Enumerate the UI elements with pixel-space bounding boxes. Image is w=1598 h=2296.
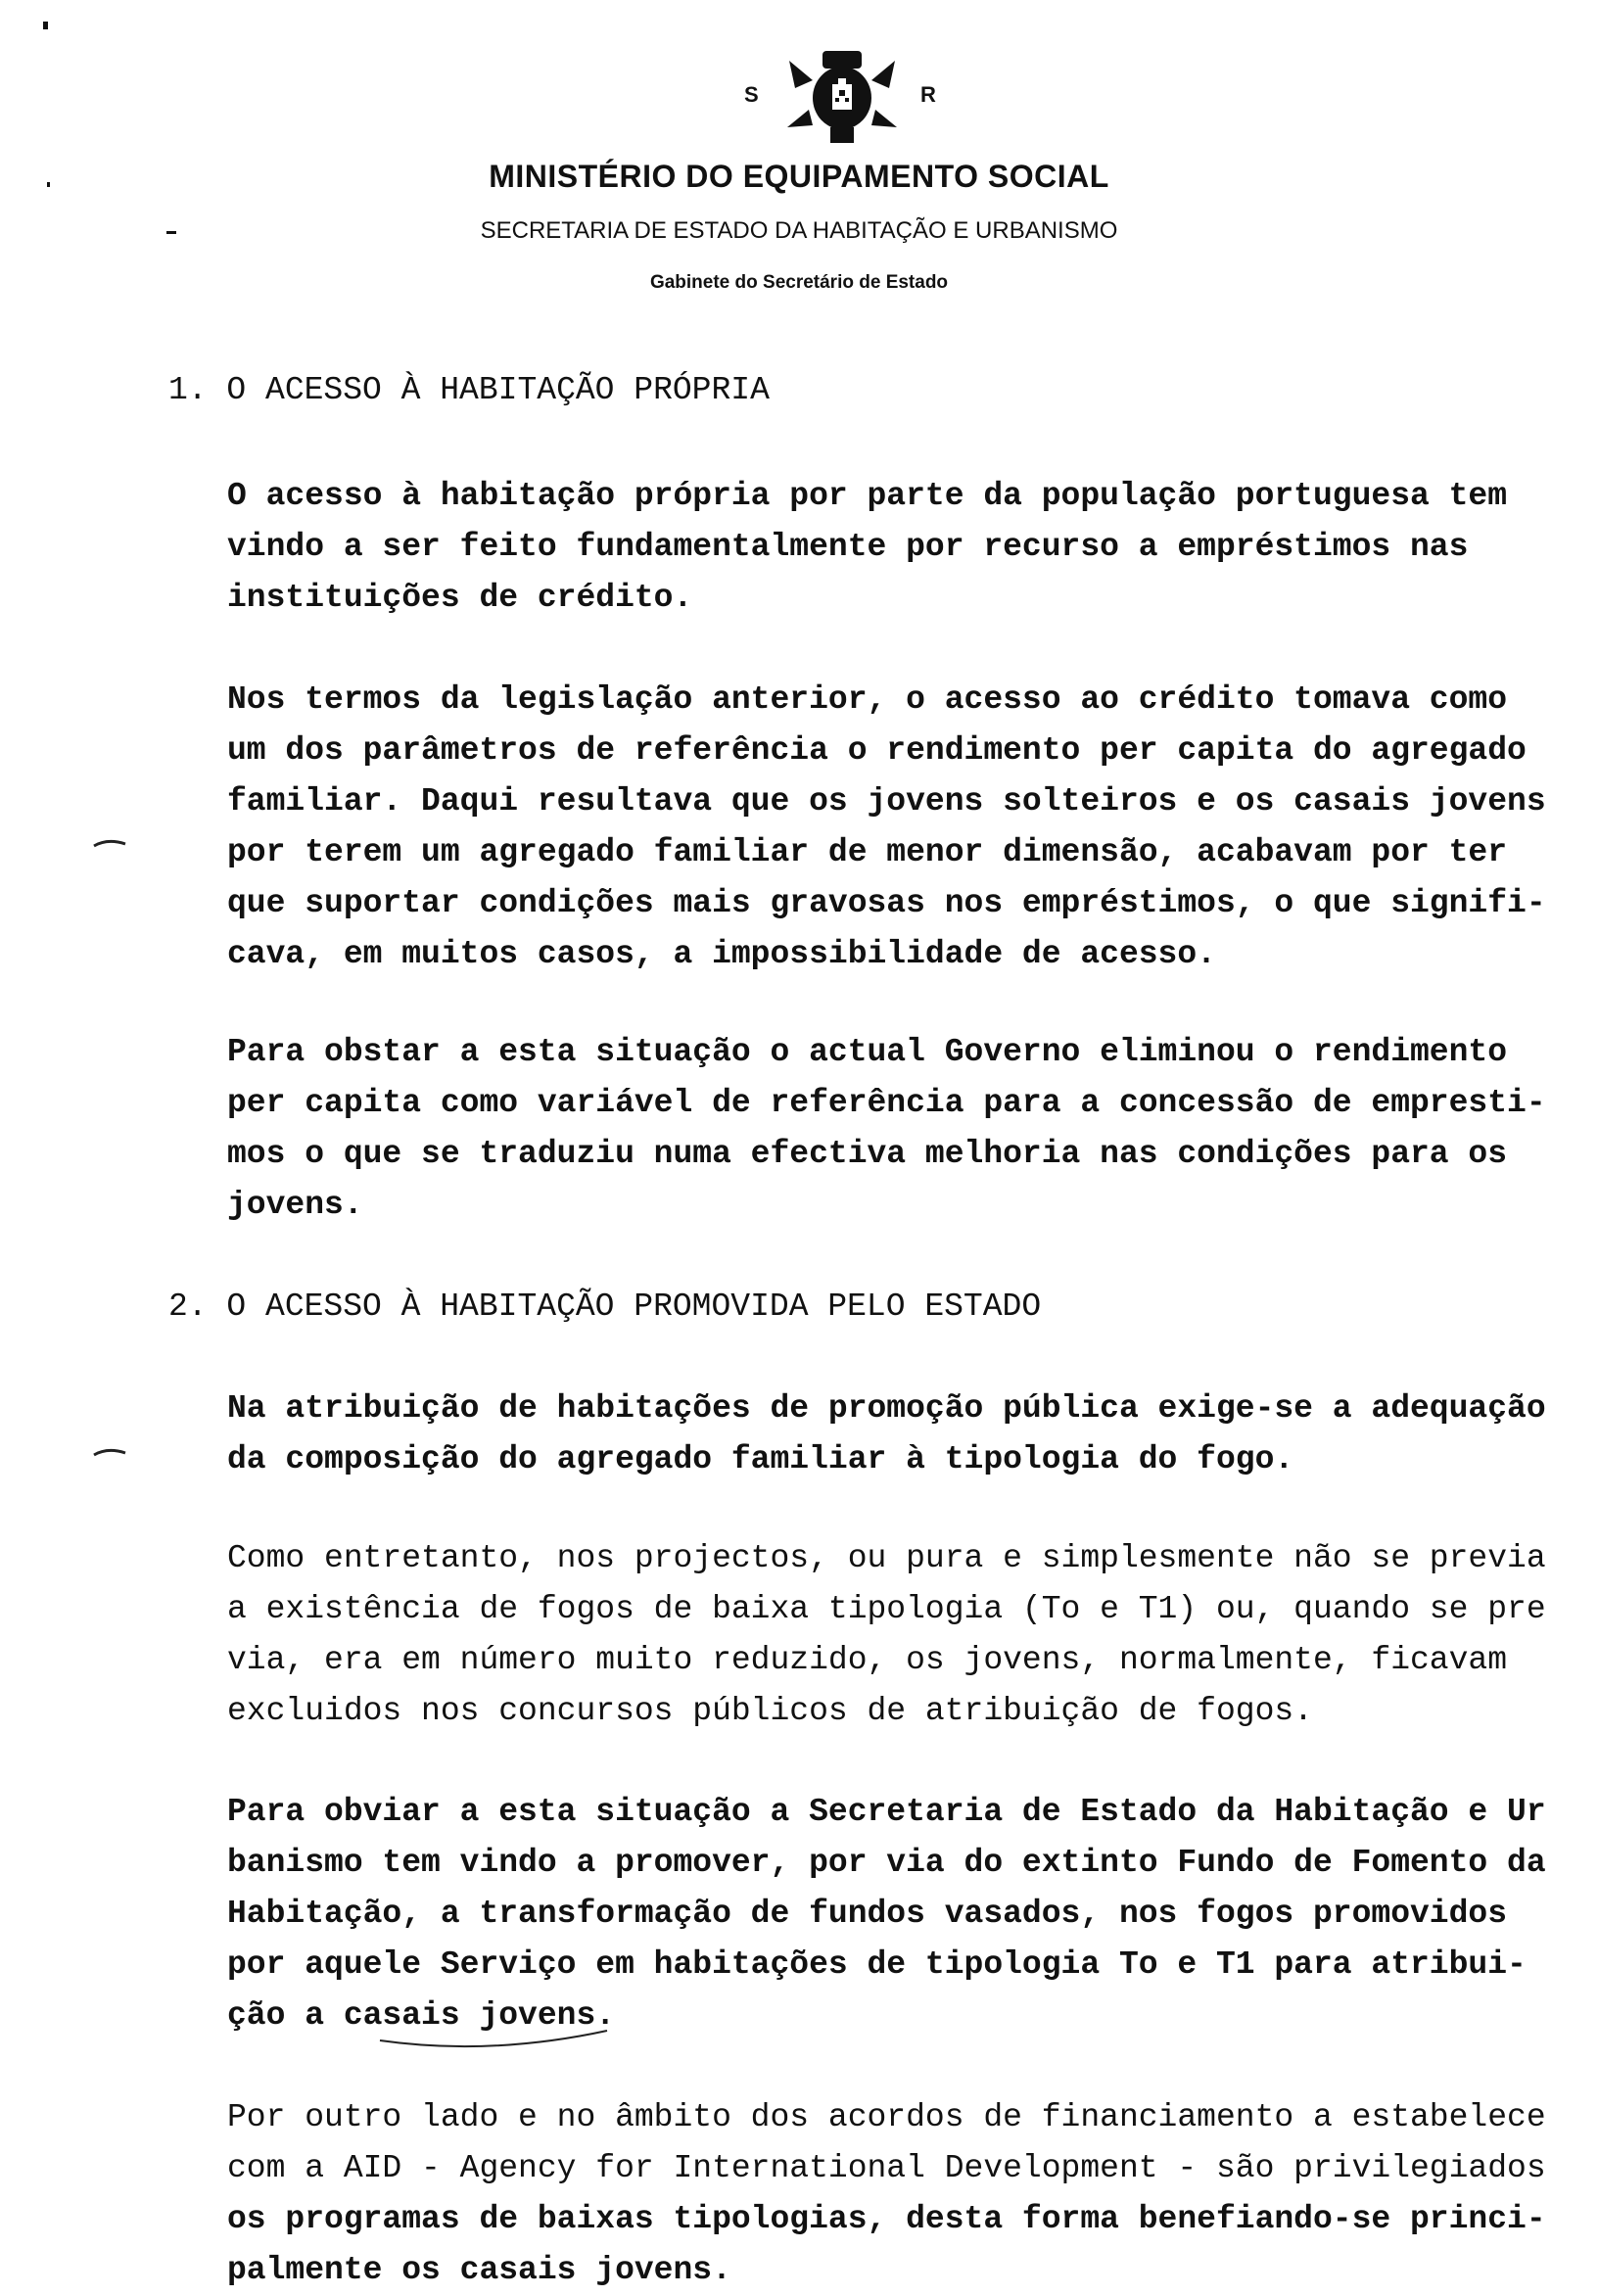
text-line: instituições de crédito. (227, 580, 693, 616)
text-line: banismo tem vindo a promover, por via do extinto Fundo de Fomento da (227, 1845, 1546, 1881)
text-line: mos o que se traduziu numa efectiva melhoria nas condições para os (227, 1136, 1508, 1172)
text-line: por terem um agregado familiar de menor dimensão, acabavam por ter (227, 834, 1508, 870)
text-line: Habitação, a transformação de fundos vasados, nos fogos promovidos (227, 1896, 1508, 1932)
margin-dash-mark (94, 1450, 125, 1455)
text-line: Para obviar a esta situação a Secretaria de Estado da Habitação e Ur (227, 1794, 1546, 1830)
text-line: da composição do agregado familiar à tipologia do fogo. (227, 1441, 1294, 1477)
text-line: palmente os casais jovens. (227, 2252, 731, 2288)
text-line: vindo a ser feito fundamentalmente por recurso a empréstimos nas (227, 529, 1469, 565)
text-line: O acesso à habitação própria por parte da população portuguesa tem (227, 478, 1508, 514)
text-line: jovens. (227, 1187, 363, 1223)
gabinete-line: Gabinete do Secretário de Estado (649, 272, 949, 293)
section-1-heading: 1. O ACESSO À HABITAÇÃO PRÓPRIA (168, 372, 770, 408)
text-line: por aquele Serviço em habitações de tipologia To e T1 para atribui- (227, 1946, 1527, 1983)
text-line: Para obstar a esta situação o actual Governo eliminou o rendimento (227, 1034, 1508, 1070)
handwritten-underline (380, 2031, 607, 2046)
emblem-letter-right: R (920, 82, 936, 107)
text-line: Nos termos da legislação anterior, o acesso ao crédito tomava como (227, 681, 1508, 718)
text-line: a existência de fogos de baixa tipologia (To e T1) ou, quando se pre (227, 1591, 1546, 1627)
emblem-letter-left: S (744, 82, 759, 107)
margin-dash-mark (94, 841, 125, 846)
text-line: Por outro lado e no âmbito dos acordos de financiamento a estabelece (227, 2099, 1546, 2135)
text-line: Como entretanto, nos projectos, ou pura e simplesmente não se previa (227, 1540, 1546, 1576)
text-line: cava, em muitos casos, a impossibilidade de acesso. (227, 936, 1216, 972)
text-line: que suportar condições mais gravosas nos empréstimos, o que signifi- (227, 885, 1546, 921)
text-line: Na atribuição de habitações de promoção pública exige-se a adequação (227, 1390, 1546, 1427)
text-line: familiar. Daqui resultava que os jovens solteiros e os casais jovens (227, 783, 1546, 820)
secretaria-subtitle: SECRETARIA DE ESTADO DA HABITAÇÃO E URBANISMO (480, 217, 1118, 244)
text-line: excluidos nos concursos públicos de atribuição de fogos. (227, 1693, 1313, 1729)
text-line: ção a casais jovens. (227, 1997, 616, 2034)
text-line: os programas de baixas tipologias, desta forma benefiando-se princi- (227, 2201, 1546, 2237)
ministry-title: MINISTÉRIO DO EQUIPAMENTO SOCIAL (489, 159, 1109, 194)
text-line: com a AID - Agency for International Development - são privilegiados (227, 2150, 1546, 2186)
text-line: per capita como variável de referência para a concessão de empresti- (227, 1085, 1546, 1121)
text-line: um dos parâmetros de referência o rendimento per capita do agregado (227, 732, 1527, 769)
text-line: via, era em número muito reduzido, os jovens, normalmente, ficavam (227, 1642, 1508, 1678)
section-2-heading: 2. O ACESSO À HABITAÇÃO PROMOVIDA PELO ESTADO (168, 1289, 1042, 1325)
